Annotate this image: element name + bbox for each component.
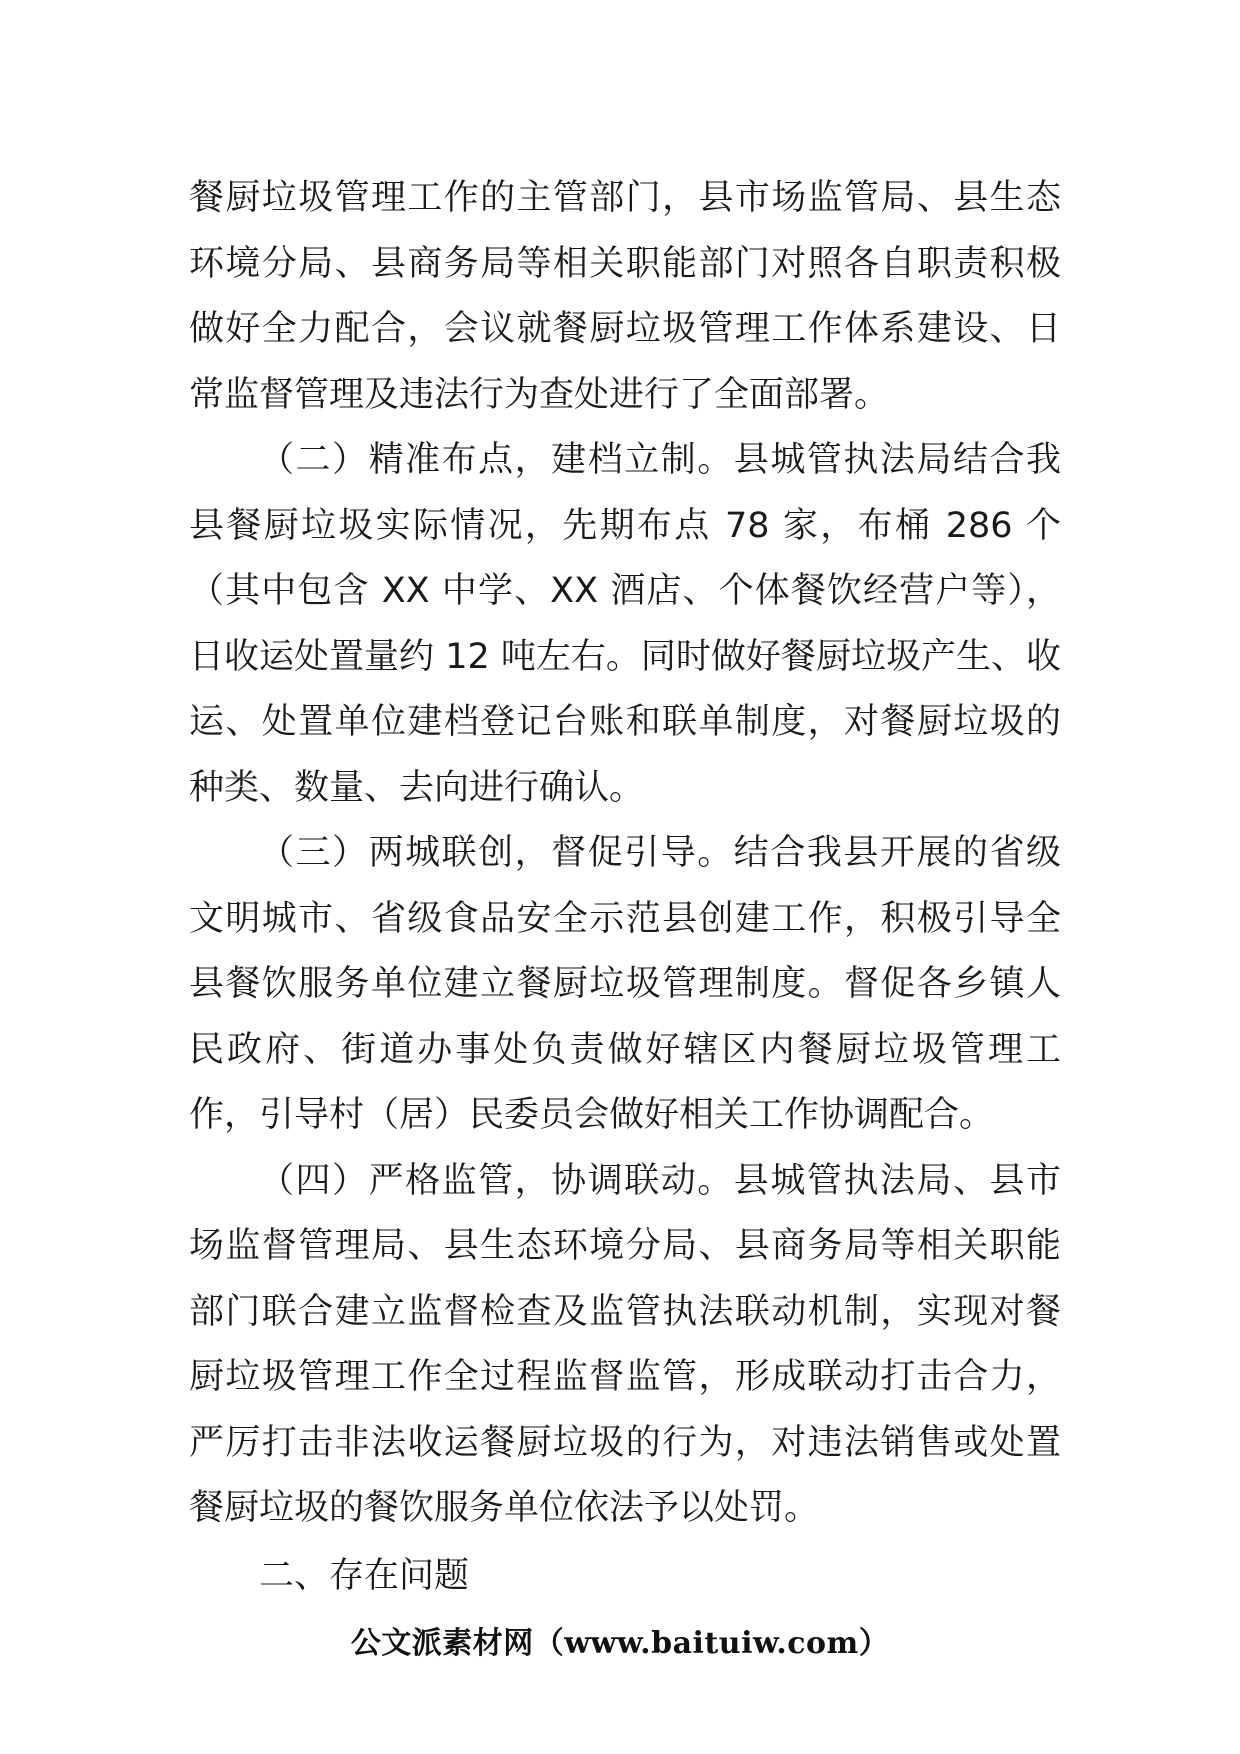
- paragraph-continuation: 餐厨垃圾管理工作的主管部门，县市场监管局、县生态环境分局、县商务局等相关职能部门对照各自职责积极做好全力配合，会议就餐厨垃圾管理工作体系建设、日常监督管理及违法行为查处进行了全面部署。: [189, 178, 1061, 415]
- paragraph-section-2: （二）精准布点，建档立制。县城管执法局结合我县餐厨垃圾实际情况，先期布点 78 家，布桶 286 个（其中包含 XX 中学、XX 酒店、个体餐饮经营户等），日收运处置量约 12 吨左右。同时做好餐厨垃圾产生、收运、处置单位建档登记台账和联单制度，对餐厨垃圾的种类、数量、去向进行确认。: [189, 440, 1061, 808]
- paragraph-section-3: （三）两城联创，督促引导。结合我县开展的省级文明城市、省级食品安全示范县创建工作，积极引导全县餐饮服务单位建立餐厨垃圾管理制度。督促各乡镇人民政府、街道办事处负责做好辖区内餐厨垃圾管理工作，引导村（居）民委员会做好相关工作协调配合。: [189, 833, 1061, 1135]
- document-body: [189, 166, 1061, 1609]
- watermark-footer: 公文派素材网（www.baituiw.com）: [350, 1626, 890, 1661]
- section-heading: 二、存在问题: [259, 1555, 470, 1596]
- paragraph-section-4: （四）严格监管，协调联动。县城管执法局、县市场监督管理局、县生态环境分局、县商务局等相关职能部门联合建立监督检查及监管执法联动机制，实现对餐厨垃圾管理工作全过程监督监管，形成联动打击合力，严厉打击非法收运餐厨垃圾的行为，对违法销售或处置餐厨垃圾的餐饮服务单位依法予以处罚。: [189, 1160, 1061, 1528]
